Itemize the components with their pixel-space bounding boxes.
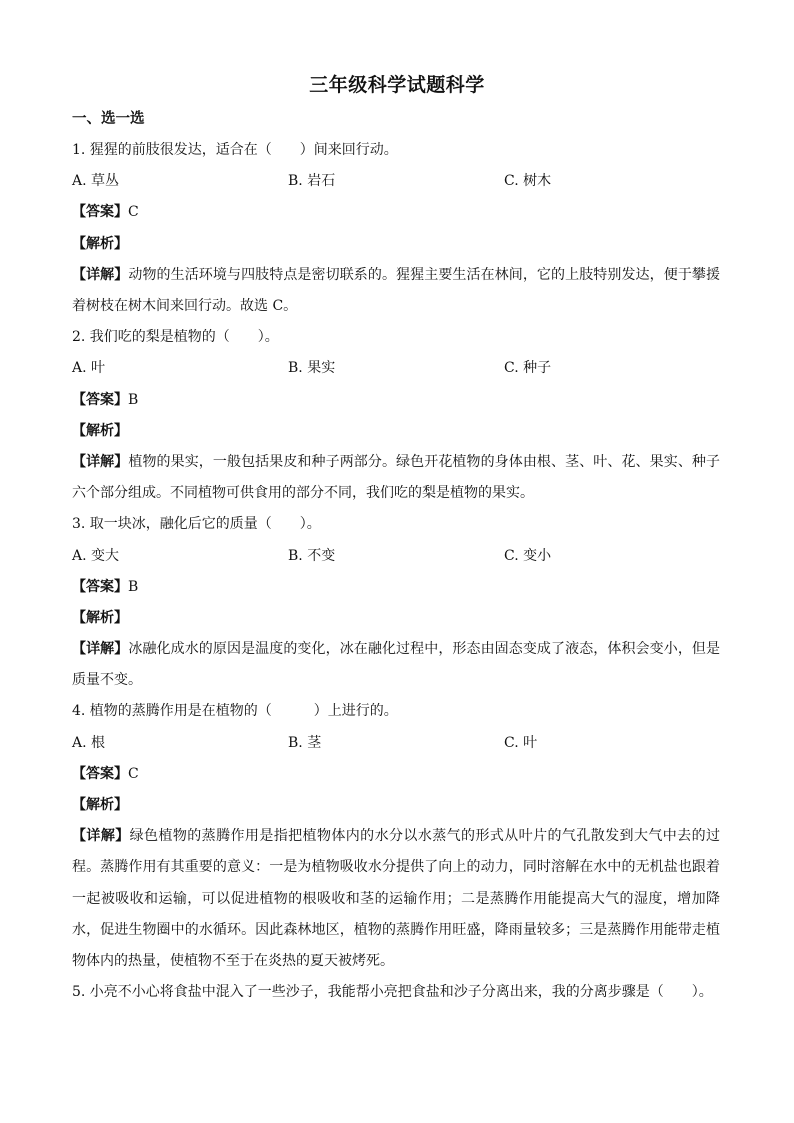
answer-line xyxy=(72,572,720,603)
option-row xyxy=(72,541,720,572)
analysis-line xyxy=(72,416,720,447)
option-a: A. 叶 xyxy=(72,360,106,377)
answer-label: 【答案】 xyxy=(72,391,128,408)
option-c: C. 叶 xyxy=(504,734,538,751)
detail-label: 【详解】 xyxy=(72,453,129,470)
detail-paragraph xyxy=(72,821,720,977)
detail-text: 植物的果实，一般包括果皮和种子两部分。绿色开花植物的身体由根、茎、叶、花、果实、种子六个部分组成。不同植物可供食用的部分不同，我们吃的梨是植物的果实。 xyxy=(72,453,721,502)
answer-value: B xyxy=(128,391,139,408)
question-list xyxy=(72,135,720,1008)
detail-text: 动物的生活环境与四肢特点是密切联系的。猩猩主要生活在林间，它的上肢特别发达，便于攀援着树枝在树木间来回行动。故选 C。 xyxy=(72,266,721,314)
detail-text: 绿色植物的蒸腾作用是指把植物体内的水分以水蒸气的形式从叶片的气孔散发到大气中去的过程。蒸腾作用有其重要的意义：一是为植物吸收水分提供了向上的动力，同时溶解在水中的无机盐也跟着一起被吸收和运输，可以促进植物的根吸收和茎的运输作用；二是蒸腾作用能提高大气的湿度，增加降水，促进生物圈中的水循环。因此森林地区，植物的蒸腾作用旺盛，降雨量较多；三是蒸腾作用能带走植物体内的热量，使植物不至于在炎热的夏天被烤死。 xyxy=(72,828,721,970)
detail-label: 【详解】 xyxy=(72,266,129,283)
question-stem: 4. 植物的蒸腾作用是在植物的（ ）上进行的。 xyxy=(72,703,398,720)
option-b: B. 果实 xyxy=(288,360,336,377)
detail-paragraph xyxy=(72,260,720,322)
question-stem: 3. 取一块冰，融化后它的质量（ ）。 xyxy=(72,516,321,533)
option-a: A. 根 xyxy=(72,734,106,751)
analysis-line xyxy=(72,603,720,634)
answer-value: C xyxy=(128,204,139,221)
option-row xyxy=(72,166,720,197)
detail-text: 冰融化成水的原因是温度的变化，冰在融化过程中，形态由固态变成了液态，体积会变小，但是质量不变。 xyxy=(72,641,721,689)
option-a: A. 变大 xyxy=(72,547,120,564)
option-b: B. 岩石 xyxy=(288,173,336,190)
answer-value: B xyxy=(128,578,139,595)
question-stem: 5. 小亮不小心将食盐中混入了一些沙子，我能帮小亮把食盐和沙子分离出来，我的分离步骤是（ ）。 xyxy=(72,984,713,1001)
analysis-label: 【解析】 xyxy=(72,422,128,439)
answer-label: 【答案】 xyxy=(72,204,128,221)
answer-line xyxy=(72,197,720,228)
option-b: B. 茎 xyxy=(288,734,322,751)
detail-label: 【详解】 xyxy=(72,828,130,845)
question-stem: 1. 猩猩的前肢很发达，适合在（ ）间来回行动。 xyxy=(72,142,398,158)
analysis-line xyxy=(72,229,720,260)
detail-paragraph xyxy=(72,634,720,696)
option-b: B. 不变 xyxy=(288,547,336,564)
option-c: C. 种子 xyxy=(504,360,552,377)
option-row xyxy=(72,353,720,384)
option-c: C. 树木 xyxy=(504,173,552,190)
answer-label: 【答案】 xyxy=(72,578,128,595)
option-c: C. 变小 xyxy=(504,547,552,564)
answer-label: 【答案】 xyxy=(72,765,128,782)
section-heading: 一、选一选 xyxy=(72,110,145,127)
page-title: 三年级科学试题科学 xyxy=(309,74,485,96)
answer-value: C xyxy=(128,765,139,782)
option-a: A. 草丛 xyxy=(72,173,120,190)
analysis-line xyxy=(72,790,720,821)
analysis-label: 【解析】 xyxy=(72,797,128,814)
answer-line xyxy=(72,759,720,790)
analysis-label: 【解析】 xyxy=(72,235,128,252)
answer-line xyxy=(72,385,720,416)
analysis-label: 【解析】 xyxy=(72,609,128,626)
detail-label: 【详解】 xyxy=(72,641,129,658)
option-row xyxy=(72,728,720,759)
detail-paragraph xyxy=(72,447,720,509)
question-stem: 2. 我们吃的梨是植物的（ ）。 xyxy=(72,329,279,346)
